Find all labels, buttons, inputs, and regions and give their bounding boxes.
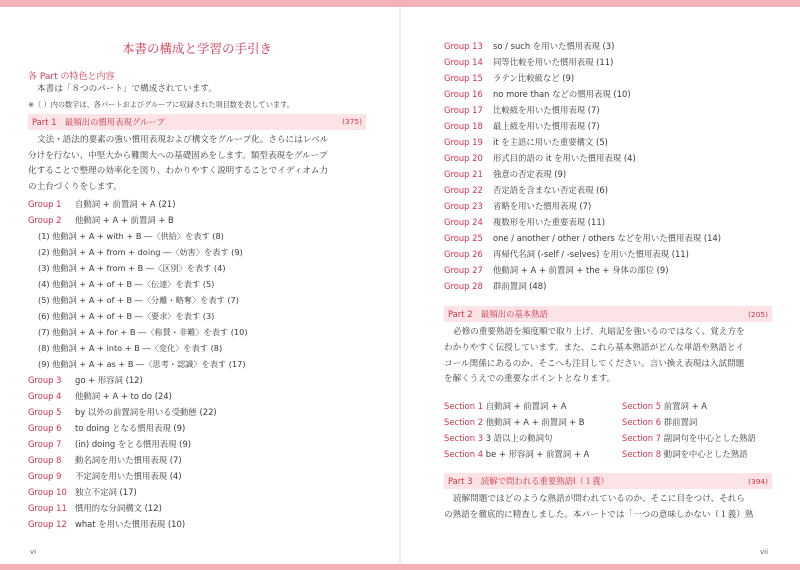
group-row: [444, 198, 772, 214]
group-description: it を主語に用いた重要構文 (5): [493, 137, 608, 147]
group-row: [444, 182, 772, 198]
group-description: by 以外の前置詞を用いる受動態 (22): [75, 406, 217, 417]
group-label: Group 2: [28, 214, 62, 225]
group-row: [444, 118, 772, 134]
group-description: 再帰代名詞 (-self / -selves) を用いた慣用表現 (11): [493, 249, 689, 259]
paragraph-line: 分けを行ない、中堅大から難関大への基礎固めをします。類型表現をグループ: [28, 150, 328, 161]
group-label: Group 3: [28, 374, 62, 385]
part-count: (205): [748, 309, 768, 319]
paragraph-line: 必修の重要熟語を頻度順で取り上げ、丸暗記を強いるのではなく、覚え方を: [453, 327, 745, 337]
group-description: 他動詞 + A + 前置詞 + B: [75, 214, 174, 225]
group-label: Group 10: [28, 486, 67, 497]
group-description: 独立不定詞 (17): [75, 486, 137, 497]
sub-item: (1) 他動詞 + A + with + B ―〈供給〉を表す (8): [38, 230, 224, 241]
paragraph-line: の土台づくりをします。: [28, 182, 122, 193]
section-label: Section 6: [622, 417, 662, 428]
paragraph-line: わかりやすく伝授しています。また、これら基本熟語がどんな単語や熟語とイ: [444, 342, 745, 353]
group-label: Group 22: [444, 185, 483, 195]
group-row: [444, 262, 772, 278]
group-description: 形式目的語の it を用いた慣用表現 (4): [493, 153, 636, 163]
group-label: Group 16: [444, 89, 483, 99]
group-label: Group 26: [444, 249, 483, 259]
group-label: Group 4: [28, 390, 62, 401]
page-title: 本書の構成と学習の手引き: [121, 41, 272, 56]
group-row: [444, 54, 772, 70]
right-page: [444, 38, 772, 524]
group-row: [28, 452, 366, 468]
intro-note: ※（ ）内の数字は、各パートおよびグループに収録された項目数を表しています。: [28, 99, 294, 109]
group-description: what を用いた慣用表現 (10): [75, 518, 186, 529]
paragraph-line: 読解問題でほどのような熟語が問われているのか、そこに目をつけ、それら: [453, 494, 745, 505]
group-description: 強意の否定表現 (9): [493, 169, 567, 179]
group-row: [28, 212, 366, 228]
group-label: Group 25: [444, 233, 483, 243]
group-label: Group 18: [444, 121, 483, 131]
group2-sub-list: [28, 228, 366, 372]
section-label: Section 5: [622, 401, 662, 412]
section-item: [622, 398, 772, 414]
section-description: 自動詞 + 前置詞 + A: [485, 401, 567, 412]
section-item: [622, 430, 772, 446]
page-gutter: [399, 7, 401, 564]
group-row: [28, 372, 366, 388]
part-label: Part 1 最頻出の慣用表現グループ: [32, 116, 165, 127]
part-count: (375): [342, 117, 362, 127]
group-description: to doing となる慣用表現 (9): [75, 422, 186, 433]
group-row: [28, 500, 366, 516]
group-row: [28, 404, 366, 420]
group-row: [28, 436, 366, 452]
group-description: one / another / other / others などを用いた慣用表現 (14): [493, 233, 722, 243]
section-label: Section 7: [622, 433, 662, 444]
section-item: [444, 446, 622, 462]
section-label: Section 3: [444, 433, 484, 444]
page-number-left: vi: [30, 548, 37, 556]
group-label: Group 5: [28, 406, 62, 417]
section-description: be + 形容詞 + 前置詞 + A: [485, 449, 590, 460]
group-description: 自動詞 + 前置詞 + A (21): [75, 198, 176, 209]
group-row: [444, 86, 772, 102]
sub-item: (6) 他動詞 + A + of + B ―〈要求〉を表す (3): [38, 310, 215, 321]
top-color-band: [0, 0, 800, 7]
section-label: Section 4: [444, 449, 484, 460]
sub-item: (2) 他動詞 + A + from + doing ―〈妨害〉を表す (9): [38, 246, 243, 257]
group-description: 動名詞を用いた慣用表現 (7): [75, 454, 182, 465]
intro-text: 本書は「８つのパート」で構成されています。: [37, 84, 217, 94]
group-row: [444, 246, 772, 262]
section-subtitle: 各 Part の特色と内容: [28, 72, 115, 82]
group-row: [444, 38, 772, 54]
group-label: Group 20: [444, 153, 483, 163]
group-label: Group 19: [444, 137, 483, 147]
group-label: Group 21: [444, 169, 483, 179]
sub-item: (3) 他動詞 + A + from + B ―〈区別〉を表す (4): [38, 262, 226, 273]
group-label: Group 12: [28, 518, 67, 529]
group-label: Group 6: [28, 422, 62, 433]
group-label: Group 1: [28, 198, 62, 209]
group-description: 省略を用いた慣用表現 (7): [493, 201, 592, 211]
section-description: 他動詞 + A + 前置詞 + B: [485, 417, 585, 428]
group-description: 比較級を用いた慣用表現 (7): [493, 105, 600, 115]
left-page: [28, 30, 366, 532]
group-row: [28, 388, 366, 404]
paragraph-line: 化することで整理の効率化を図り、わかりやすく説明することでイディオム力: [28, 166, 329, 177]
section-item: [444, 398, 622, 414]
group-list: [28, 372, 366, 532]
section-item: [622, 414, 772, 430]
group-label: Group 24: [444, 217, 483, 227]
group-description: 同等比較を用いた慣用表現 (11): [493, 57, 614, 67]
part2-description: [444, 325, 772, 388]
group-description: go + 形容詞 (12): [75, 374, 143, 385]
group-label: Group 17: [444, 105, 483, 115]
part-label: Part 2 最頻出の基本熟語: [448, 309, 548, 319]
part-label: Part 3 読解で問われる重要熟語Ⅰ（１義）: [448, 476, 609, 487]
group-description: ラテン比較級など (9): [493, 73, 575, 83]
part1-heading: [28, 114, 366, 130]
paragraph-line: の熟語を徹底的に精査しました。本パートでは「一つの意味しかない（１義）熟: [444, 509, 754, 520]
group-row: [28, 420, 366, 436]
part3-description: [444, 492, 772, 524]
section-description: 群前置詞: [663, 417, 698, 428]
group-label: Group 14: [444, 57, 483, 67]
paragraph-line: コール関係にあるのか、そこへも注目してください。言い換え表現は入試問題: [444, 358, 745, 369]
sub-item: (5) 他動詞 + A + of + B ―〈分離・略奪〉を表す (7): [38, 294, 239, 305]
section-description: 3 語以上の動詞句: [485, 433, 553, 444]
group-description: so / such を用いた慣用表現 (3): [493, 41, 615, 51]
paragraph-line: 文法・語法的要素の強い慣用表現および構文をグループ化。さらにはレベル: [37, 134, 329, 145]
group-label: Group 27: [444, 265, 483, 275]
part-count: (394): [748, 476, 768, 486]
group-label: Group 28: [444, 281, 483, 291]
sub-item: (8) 他動詞 + A + into + B ―〈変化〉を表す (8): [38, 342, 223, 353]
group-label: Group 23: [444, 201, 483, 211]
section-list: [444, 398, 772, 462]
group-row: [444, 134, 772, 150]
part1-description: [28, 133, 366, 196]
group-row: [444, 230, 772, 246]
group-row: [28, 196, 366, 212]
group-label: Group 7: [28, 438, 62, 449]
group-label: Group 9: [28, 470, 62, 481]
group-row: [28, 468, 366, 484]
sub-item: (7) 他動詞 + A + for + B ―〈称賛・非難〉を表す (10): [38, 326, 248, 337]
group-description: 他動詞 + A + 前置詞 + the + 身体の部位 (9): [493, 265, 669, 275]
sub-item: (4) 他動詞 + A + of + B ―〈伝達〉を表す (5): [38, 278, 215, 289]
group-description: no more than などの慣用表現 (10): [493, 89, 631, 99]
group-row: [444, 278, 772, 294]
section-item: [444, 430, 622, 446]
bottom-color-band: [0, 564, 800, 570]
group-description: 他動詞 + A + to do (24): [75, 390, 172, 401]
group-label: Group 8: [28, 454, 62, 465]
section-label: Section 8: [622, 449, 662, 460]
section-item: [444, 414, 622, 430]
group-row: [28, 516, 366, 532]
group-description: 慣用的な分詞構文 (12): [75, 502, 162, 513]
group-description: 否定語を含まない否定表現 (6): [493, 185, 609, 195]
sub-item: (9) 他動詞 + A + as + B ―〈思考・認識〉を表す (17): [38, 358, 246, 369]
section-item: [622, 446, 772, 462]
group-description: (in) doing をとる慣用表現 (9): [75, 438, 192, 449]
section-label: Section 2: [444, 417, 484, 428]
group-row: [28, 484, 366, 500]
group-label: Group 15: [444, 73, 483, 83]
group-list: [28, 196, 366, 228]
group-row: [444, 102, 772, 118]
group-list: [444, 38, 772, 294]
group-label: Group 11: [28, 502, 67, 513]
paragraph-line: を解くうえでの重要なポイントとなります。: [444, 374, 616, 385]
group-row: [444, 166, 772, 182]
section-description: 副詞句を中心とした熟語: [663, 433, 756, 444]
section-description: 動詞を中心とした熟語: [663, 449, 748, 460]
group-description: 不定詞を用いた慣用表現 (4): [75, 470, 182, 481]
part3-heading: [444, 473, 772, 489]
section-label: Section 1: [444, 401, 484, 412]
group-description: 最上級を用いた慣用表現 (7): [493, 121, 600, 131]
group-label: Group 13: [444, 41, 483, 51]
group-row: [444, 214, 772, 230]
part2-heading: [444, 306, 772, 322]
group-row: [444, 150, 772, 166]
page-number-right: vii: [760, 548, 769, 556]
group-row: [444, 70, 772, 86]
group-description: 群前置詞 (48): [493, 281, 547, 291]
group-description: 複数形を用いた重要表現 (11): [493, 217, 605, 227]
section-description: 前置詞 + A: [663, 401, 707, 412]
